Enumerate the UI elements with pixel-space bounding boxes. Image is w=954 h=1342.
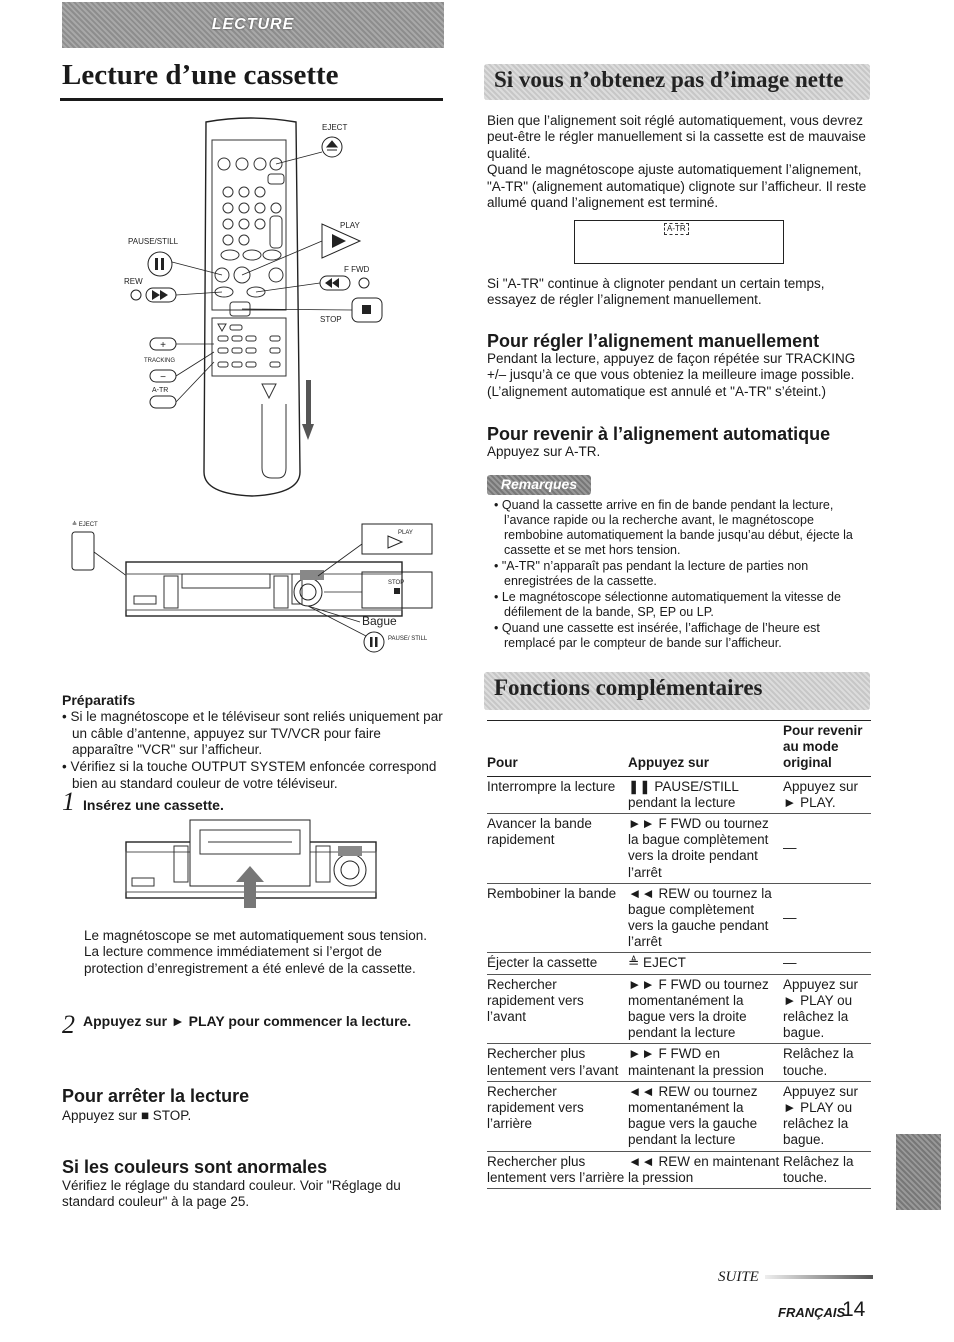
table-cell: ≜ EJECT bbox=[628, 953, 783, 974]
atr-label: A-TR bbox=[152, 387, 169, 394]
remarque-item: • Le magnétoscope sélectionne automatiquement la vitesse de défilement de la bande, SP, EP ou LP. bbox=[494, 590, 841, 619]
auto-section-body: Appuyez sur A-TR. bbox=[487, 444, 601, 459]
table-cell: Rechercher plus lentement vers l’avant bbox=[487, 1044, 628, 1081]
step-1-para: Le magnétoscope se met automatiquement sous tension. bbox=[84, 928, 427, 943]
table-row bbox=[487, 883, 871, 953]
table-cell: Interrompre la lecture bbox=[487, 776, 628, 813]
table-cell: ◄◄ REW ou tournez la bague complètement vers la gauche pendant l’arrêt bbox=[628, 883, 783, 953]
rew-label: REW bbox=[124, 277, 143, 286]
image-section-body bbox=[487, 113, 871, 212]
play-icon: ► bbox=[170, 1013, 185, 1029]
vcr-pause-label: PAUSE/ STILL bbox=[388, 636, 428, 642]
remarque-item: • "A-TR" n’apparaît pas pendant la lecture de parties non enregistrées de la cassette. bbox=[494, 559, 809, 588]
manual-section-body: Pendant la lecture, appuyez de façon répétée sur TRACKING +/– jusqu’à ce que vous obteniez la meilleure image possible. (L’alignement automatique est annulé et "A-TR" s’éteint.) bbox=[487, 351, 856, 399]
svg-text:+: + bbox=[160, 340, 166, 351]
vcr-front-illustration bbox=[68, 512, 448, 662]
table-cell: Éjecter la cassette bbox=[487, 953, 628, 974]
step-2-number: 2 bbox=[62, 1010, 75, 1039]
table-cell: Appuyez sur ► PLAY ou relâchez la bague. bbox=[783, 1081, 871, 1151]
stop-icon: ■ bbox=[140, 1108, 149, 1123]
colors-section-title: Si les couleurs sont anormales bbox=[62, 1157, 328, 1177]
continued-arrow bbox=[765, 1275, 873, 1279]
table-row bbox=[487, 813, 871, 883]
table-row bbox=[487, 1081, 871, 1151]
table-cell: Rembobiner la bande bbox=[487, 883, 628, 953]
step-2-title-end: PLAY pour commencer la lecture. bbox=[188, 1013, 412, 1029]
preparatifs-title: Préparatifs bbox=[62, 692, 136, 708]
stop-label: STOP bbox=[320, 315, 342, 324]
stop-section-title: Pour arrêter la lecture bbox=[62, 1086, 250, 1106]
step-1-para: La lecture commence immédiatement si l’ergot de protection d’enregistrement a été enlevé de la cassette. bbox=[84, 944, 416, 976]
image-section-para: Bien que l’alignement soit réglé automatiquement, vous devrez peut-être le régler manuellement si la cassette est de mauvaise qualité. bbox=[487, 113, 866, 161]
table-row bbox=[487, 953, 871, 974]
table-cell: ►► F FWD ou tournez momentanément la bague vers la droite pendant la lecture bbox=[628, 974, 783, 1044]
ffwd-label: F FWD bbox=[344, 265, 370, 274]
table-cell: ❚❚ PAUSE/STILL pendant la lecture bbox=[628, 776, 783, 813]
svg-text:−: − bbox=[160, 372, 166, 383]
image-section-title: Si vous n’obtenez pas d’image nette bbox=[494, 67, 844, 92]
remarque-item: • Quand une cassette est insérée, l’affichage de l’heure est remplacé par le compteur de bande sur l’afficheur. bbox=[494, 621, 820, 650]
table-row bbox=[487, 974, 871, 1044]
table-cell: Appuyez sur ► PLAY. bbox=[783, 776, 871, 813]
step-1-body bbox=[84, 928, 444, 977]
table-cell: ►► F FWD ou tournez la bague complètement vers la droite pendant l’arrêt bbox=[628, 813, 783, 883]
table-cell: — bbox=[783, 953, 871, 974]
eject-label: EJECT bbox=[322, 123, 348, 132]
pause-still-label: PAUSE/STILL bbox=[128, 237, 179, 246]
section-banner-label: LECTURE bbox=[211, 16, 295, 34]
table-row bbox=[487, 776, 871, 813]
step-2-heading bbox=[62, 1012, 444, 1038]
table-cell: Relâchez la touche. bbox=[783, 1044, 871, 1081]
column-header: Pour bbox=[487, 721, 628, 777]
remarques-title: Remarques bbox=[500, 476, 578, 493]
step-1-title: Insérez une cassette. bbox=[83, 797, 224, 813]
page-title: Lecture d’une cassette bbox=[62, 59, 339, 91]
functions-heading bbox=[484, 672, 870, 710]
table-cell: Appuyez sur ► PLAY ou relâchez la bague. bbox=[783, 974, 871, 1044]
remarques-badge bbox=[487, 475, 591, 495]
preparatifs-bullet: • Si le magnétoscope et le téléviseur sont reliés uniquement par un câble d’antenne, appuyez sur TV/VCR pour faire apparaître "VCR" sur l’afficheur. bbox=[62, 709, 443, 758]
image-section-para: Quand le magnétoscope ajuste automatiquement l’alignement, "A-TR" (alignement automatique) clignote sur l’afficheur. Il reste allumé quand l’alignement est terminé. bbox=[487, 162, 867, 211]
manual-section-title: Pour régler l’alignement manuellement bbox=[487, 331, 820, 351]
table-row bbox=[487, 1044, 871, 1081]
vcr-stop-label: STOP bbox=[388, 580, 405, 586]
table-cell: Avancer la bande rapidement bbox=[487, 813, 628, 883]
colors-section-body: Vérifiez le réglage du standard couleur. Voir "Réglage du standard couleur" à la page 25. bbox=[62, 1178, 401, 1210]
vcr-bague-label: Bague bbox=[362, 614, 397, 628]
image-section-para: Si "A-TR" continue à clignoter pendant un certain temps, essayez de régler l’alignement manuellement. bbox=[487, 276, 825, 308]
cassette-insertion-illustration bbox=[122, 812, 382, 912]
preparatifs-section bbox=[62, 692, 444, 793]
remarque-item: • Quand la cassette arrive en fin de bande pendant la lecture, l’avance rapide ou la recherche avant, le magnétoscope rembobine automatiquement la bande jusqu’au début, éjecte la cassette et se met hors tension. bbox=[494, 498, 853, 557]
column-header: Pour revenir au mode original bbox=[783, 721, 871, 777]
preparatifs-bullet: • Vérifiez si la touche OUTPUT SYSTEM enfoncée correspond bien au standard couleur de votre téléviseur. bbox=[62, 759, 437, 791]
functions-title: Fonctions complémentaires bbox=[494, 675, 763, 700]
section-banner bbox=[62, 2, 444, 48]
page-number: 14 bbox=[842, 1298, 866, 1321]
atr-indicator: A-TR bbox=[664, 223, 689, 235]
side-tab-marker bbox=[896, 1134, 941, 1210]
step-2-title-start: Appuyez sur bbox=[83, 1013, 168, 1029]
title-rule bbox=[60, 98, 443, 101]
remote-control-illustration bbox=[110, 112, 410, 502]
language-label: FRANÇAIS bbox=[778, 1305, 846, 1320]
continued-label: SUITE bbox=[718, 1269, 759, 1285]
remarques-list bbox=[492, 498, 870, 652]
table-cell: Rechercher plus lentement vers l’arrière bbox=[487, 1151, 628, 1188]
table-cell: Relâchez la touche. bbox=[783, 1151, 871, 1188]
tracking-label: TRACKING bbox=[144, 358, 176, 364]
vcr-eject-label: ≜ EJECT bbox=[72, 522, 98, 528]
table-cell: ►► F FWD en maintenant la pression bbox=[628, 1044, 783, 1081]
table-cell: — bbox=[783, 883, 871, 953]
table-cell: Rechercher rapidement vers l’avant bbox=[487, 974, 628, 1044]
stop-section-body: Appuyez sur ■ STOP. bbox=[62, 1108, 192, 1123]
table-cell: ◄◄ REW ou tournez momentanément la bague vers la gauche pendant la lecture bbox=[628, 1081, 783, 1151]
image-section-heading bbox=[484, 64, 870, 100]
table-cell: ◄◄ REW en maintenant la pression bbox=[628, 1151, 783, 1188]
auto-section-title: Pour revenir à l’alignement automatique bbox=[487, 424, 831, 444]
play-label: PLAY bbox=[340, 221, 360, 230]
functions-table bbox=[487, 720, 871, 1189]
vcr-play-label: PLAY bbox=[398, 530, 413, 536]
table-cell: — bbox=[783, 813, 871, 883]
table-header-row bbox=[487, 721, 871, 777]
column-header: Appuyez sur bbox=[628, 721, 783, 777]
step-1-number: 1 bbox=[62, 787, 75, 816]
table-row bbox=[487, 1151, 871, 1188]
table-cell: Rechercher rapidement vers l’arrière bbox=[487, 1081, 628, 1151]
